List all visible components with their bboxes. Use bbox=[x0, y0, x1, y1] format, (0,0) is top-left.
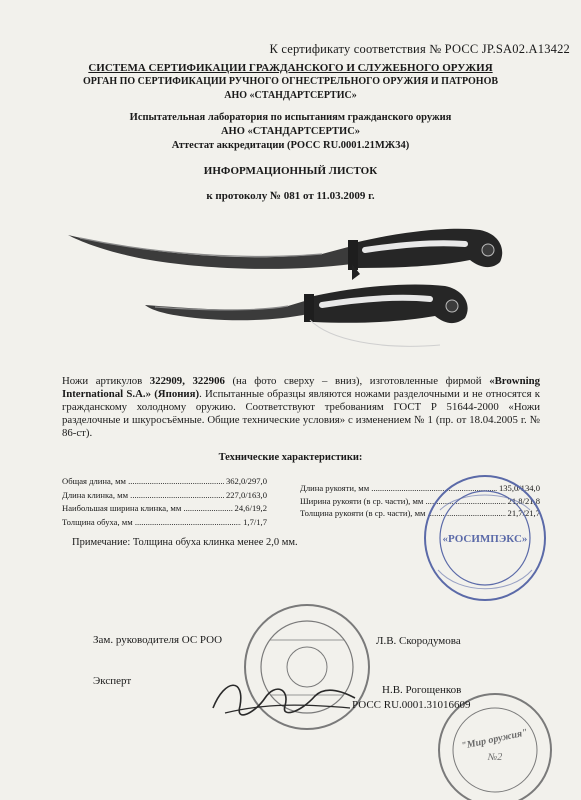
deputy-name: Л.В. Скородумова bbox=[376, 635, 461, 647]
rosimpeks-stamp-text: «РОСИМПЭКС» bbox=[442, 533, 528, 545]
info-sheet-title: ИНФОРМАЦИОННЫЙ ЛИСТОК bbox=[203, 165, 378, 177]
expert-title: Эксперт bbox=[93, 675, 132, 687]
lab-accreditation: Аттестат аккредитации (РОСС RU.0001.21МЖ34) bbox=[171, 140, 410, 151]
description-paragraph bbox=[62, 375, 540, 440]
desc-articles: 322909, 322906 bbox=[149, 375, 225, 387]
specs-left-list bbox=[62, 475, 267, 529]
spec-row: Толщина рукояти (в ср. части), мм ..... 21,7/21,7 bbox=[300, 507, 540, 520]
desc-company: «Browning International S.A.» (Япония) bbox=[62, 375, 540, 400]
knives-photo bbox=[60, 210, 530, 360]
spec-row: Толщина обуха, мм ..... 1,7/1,7 bbox=[62, 516, 267, 530]
desc-text-1: Ножи артикулов bbox=[62, 375, 150, 387]
specs-title: Технические характеристики: bbox=[218, 452, 363, 463]
system-name: СИСТЕМА СЕРТИФИКАЦИИ ГРАЖДАНСКОГО И СЛУЖЕБНОГО ОРУЖИЯ bbox=[88, 62, 493, 74]
lab-name: Испытательная лаборатория по испытаниям гражданского оружия bbox=[129, 112, 452, 123]
spec-row: Длина клинка, мм ..... 227,0/163,0 bbox=[62, 489, 267, 503]
mir-oruzhiya-text: "Мир оружия" bbox=[460, 727, 529, 752]
mir-oruzhiya-number: №2 bbox=[487, 752, 503, 763]
organ-line: ОРГАН ПО СЕРТИФИКАЦИИ РУЧНОГО ОГНЕСТРЕЛЬНОГО ОРУЖИЯ И ПАТРОНОВ bbox=[82, 76, 499, 87]
knife-top bbox=[68, 229, 502, 280]
lab-org: АНО «СТАНДАРТСЕРТИС» bbox=[220, 126, 361, 137]
organ-name: АНО «СТАНДАРТСЕРТИС» bbox=[224, 90, 357, 101]
spec-row: Общая длина, мм ..... 362,0/297,0 bbox=[62, 475, 267, 489]
protocol-line: к протоколу № 081 от 11.03.2009 г. bbox=[206, 190, 375, 202]
spec-row: Длина рукояти, мм ..... 135,0/134,0 bbox=[300, 482, 540, 495]
spec-row: Наибольшая ширина клинка, мм ..... 24,6/19,2 bbox=[62, 502, 267, 516]
desc-text-3: . Испытанные образцы являются ножами разделочными и не относятся к гражданскому холодному оружию. Соответствуют требованиям ГОСТ Р 51644-2000 «Ножи разделочные и шкуросъёмные. Общие технические условия» с изменением № 1 (пр. от 18.04.2005 г. № 86-ст). bbox=[62, 388, 540, 439]
note-line: Примечание: Толщина обуха клинка менее 2,0 мм. bbox=[72, 537, 298, 548]
knife-bottom bbox=[145, 284, 468, 346]
desc-text-2: (на фото сверху – вниз), изготовленные фирмой bbox=[224, 375, 490, 387]
deputy-title: Зам. руководителя ОС РОО bbox=[93, 634, 223, 646]
expert-name: Н.В. Рогощенков bbox=[382, 684, 462, 696]
cert-reference: К сертификату соответствия № РОСС JP.SA02.A13422 bbox=[269, 42, 570, 56]
expert-cert-number: РОСС RU.0001.31016609 bbox=[352, 699, 471, 711]
rosimpeks-stamp bbox=[420, 470, 550, 605]
expert-signature bbox=[205, 668, 365, 728]
spec-row: Ширина рукояти (в ср. части), мм ..... 21,8/21,8 bbox=[300, 495, 540, 508]
